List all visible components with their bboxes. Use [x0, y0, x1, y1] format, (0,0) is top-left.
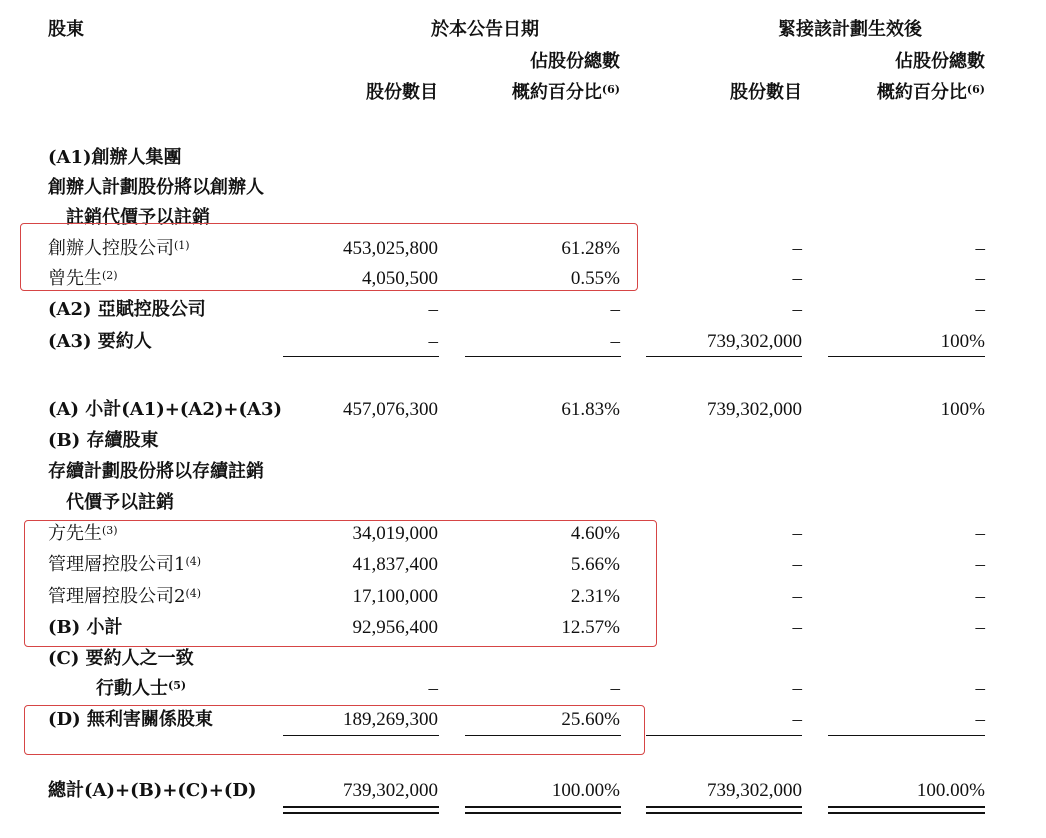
row-mgmt-holdco2-shares-after: –	[792, 586, 802, 607]
row-mr-tsang-pct: 0.55%	[570, 268, 620, 289]
row-note: (5)	[168, 679, 187, 692]
rule-a3-col2	[465, 356, 621, 357]
double-rule-total-col1	[283, 806, 439, 814]
row-mgmt-holdco2-pct: 2.31%	[570, 586, 620, 607]
highlight-box-disinterested-row	[24, 705, 645, 755]
row-label: 行動人士	[96, 678, 168, 699]
row-total-shares: 739,302,000	[343, 780, 438, 801]
header-pct-note: (6)	[966, 83, 985, 96]
row-a-subtotal-name: (A) 小計(A1)+(A2)+(A3)	[48, 399, 282, 420]
row-mgmt-holdco2-shares: 17,100,000	[352, 586, 438, 607]
row-mr-tsang-shares-after: –	[792, 268, 802, 289]
row-mr-fong-shares: 34,019,000	[352, 523, 438, 544]
row-label: 管理層控股公司1	[48, 554, 186, 575]
header-shares-count-b: 股份數目	[730, 82, 802, 103]
row-d-shares-after: –	[792, 709, 802, 730]
row-a2-name: (A2) 亞賦控股公司	[48, 299, 206, 320]
row-label: 管理層控股公司2	[48, 586, 186, 607]
header-pct-line1-b: 佔股份總數	[895, 51, 985, 72]
row-b-subtotal-pct-after: –	[975, 617, 985, 638]
row-a2-pct: –	[610, 299, 620, 320]
rule-a3-col4	[828, 356, 985, 357]
row-note: (4)	[185, 587, 202, 600]
row-c-shares: –	[428, 678, 438, 699]
row-mgmt-holdco1-shares-after: –	[792, 554, 802, 575]
row-c-pct: –	[610, 678, 620, 699]
row-note: (1)	[174, 239, 190, 252]
row-a-subtotal-shares: 457,076,300	[343, 399, 438, 420]
row-founder-holdco-shares-after: –	[792, 238, 802, 259]
row-b-subtotal-pct: 12.57%	[561, 617, 620, 638]
row-note: (3)	[102, 524, 118, 537]
row-label: 方先生	[48, 523, 102, 544]
row-a3-shares-after: 739,302,000	[707, 331, 802, 352]
row-a3-pct: –	[610, 331, 620, 352]
row-mr-fong-pct-after: –	[975, 523, 985, 544]
rule-d-col4	[828, 735, 985, 736]
header-pct-line2-b	[800, 82, 985, 104]
rule-d-col3	[646, 735, 802, 736]
a1-desc2: 註銷代價予以註銷	[66, 207, 210, 228]
rule-a3-col1	[283, 356, 439, 357]
row-b-subtotal-name: (B) 小計	[48, 617, 123, 638]
row-c-line1: (C) 要約人之一致	[48, 648, 194, 669]
row-c-line2	[96, 678, 186, 700]
row-mr-tsang-pct-after: –	[975, 268, 985, 289]
row-c-pct-after: –	[975, 678, 985, 699]
double-rule-total-col2	[465, 806, 621, 814]
row-mgmt-holdco1-shares: 41,837,400	[352, 554, 438, 575]
a1-title: (A1)創辦人集團	[48, 147, 182, 168]
row-label: 曾先生	[48, 268, 102, 289]
rule-a3-col3	[646, 356, 802, 357]
row-b-subtotal-shares-after: –	[792, 617, 802, 638]
b-title: (B) 存續股東	[48, 430, 159, 451]
row-mr-tsang-shares: 4,050,500	[362, 268, 438, 289]
row-total-pct: 100.00%	[551, 780, 620, 801]
row-mgmt-holdco1-pct-after: –	[975, 554, 985, 575]
row-c-shares-after: –	[792, 678, 802, 699]
row-label: 創辦人控股公司	[48, 238, 174, 259]
row-a-subtotal-shares-after: 739,302,000	[707, 399, 802, 420]
row-note: (2)	[102, 269, 118, 282]
row-d-pct: 25.60%	[561, 709, 620, 730]
b-desc2: 代價予以註銷	[66, 492, 174, 513]
header-pct-line1-a: 佔股份總數	[530, 51, 620, 72]
double-rule-total-col3	[646, 806, 802, 814]
highlight-box-founder-rows	[20, 223, 638, 291]
row-founder-holdco-pct: 61.28%	[561, 238, 620, 259]
header-after-effective: 緊接該計劃生效後	[778, 19, 922, 40]
row-b-subtotal-shares: 92,956,400	[352, 617, 438, 638]
header-pct-note: (6)	[601, 83, 620, 96]
row-a-subtotal-pct: 61.83%	[561, 399, 620, 420]
row-a2-shares: –	[428, 299, 438, 320]
header-pct-label: 概約百分比	[511, 82, 602, 103]
highlight-box-continuing-rows	[24, 520, 657, 647]
row-d-shares: 189,269,300	[343, 709, 438, 730]
header-pct-line2-a	[440, 82, 620, 104]
header-shareholders: 股東	[48, 19, 84, 40]
row-founder-holdco-shares: 453,025,800	[343, 238, 438, 259]
row-a3-shares: –	[428, 331, 438, 352]
a1-desc1: 創辦人計劃股份將以創辦人	[48, 177, 264, 198]
header-shares-count-a: 股份數目	[366, 82, 438, 103]
row-mr-fong-pct: 4.60%	[570, 523, 620, 544]
header-as-at-date: 於本公告日期	[431, 19, 539, 40]
row-total-name: 總計(A)+(B)+(C)+(D)	[48, 780, 257, 801]
row-mgmt-holdco2-pct-after: –	[975, 586, 985, 607]
b-desc1: 存續計劃股份將以存續註銷	[48, 461, 264, 482]
row-founder-holdco-pct-after: –	[975, 238, 985, 259]
row-a2-pct-after: –	[975, 299, 985, 320]
row-a2-shares-after: –	[792, 299, 802, 320]
row-mgmt-holdco1-pct: 5.66%	[570, 554, 620, 575]
row-a-subtotal-pct-after: 100%	[940, 399, 985, 420]
row-total-shares-after: 739,302,000	[707, 780, 802, 801]
header-pct-label: 概約百分比	[876, 82, 967, 103]
row-note: (4)	[185, 555, 202, 568]
row-mr-fong-shares-after: –	[792, 523, 802, 544]
row-d-pct-after: –	[975, 709, 985, 730]
row-a3-pct-after: 100%	[940, 331, 985, 352]
row-d-name: (D) 無利害關係股東	[48, 709, 213, 730]
row-total-pct-after: 100.00%	[916, 780, 985, 801]
double-rule-total-col4	[828, 806, 985, 814]
row-a3-name: (A3) 要約人	[48, 331, 152, 352]
